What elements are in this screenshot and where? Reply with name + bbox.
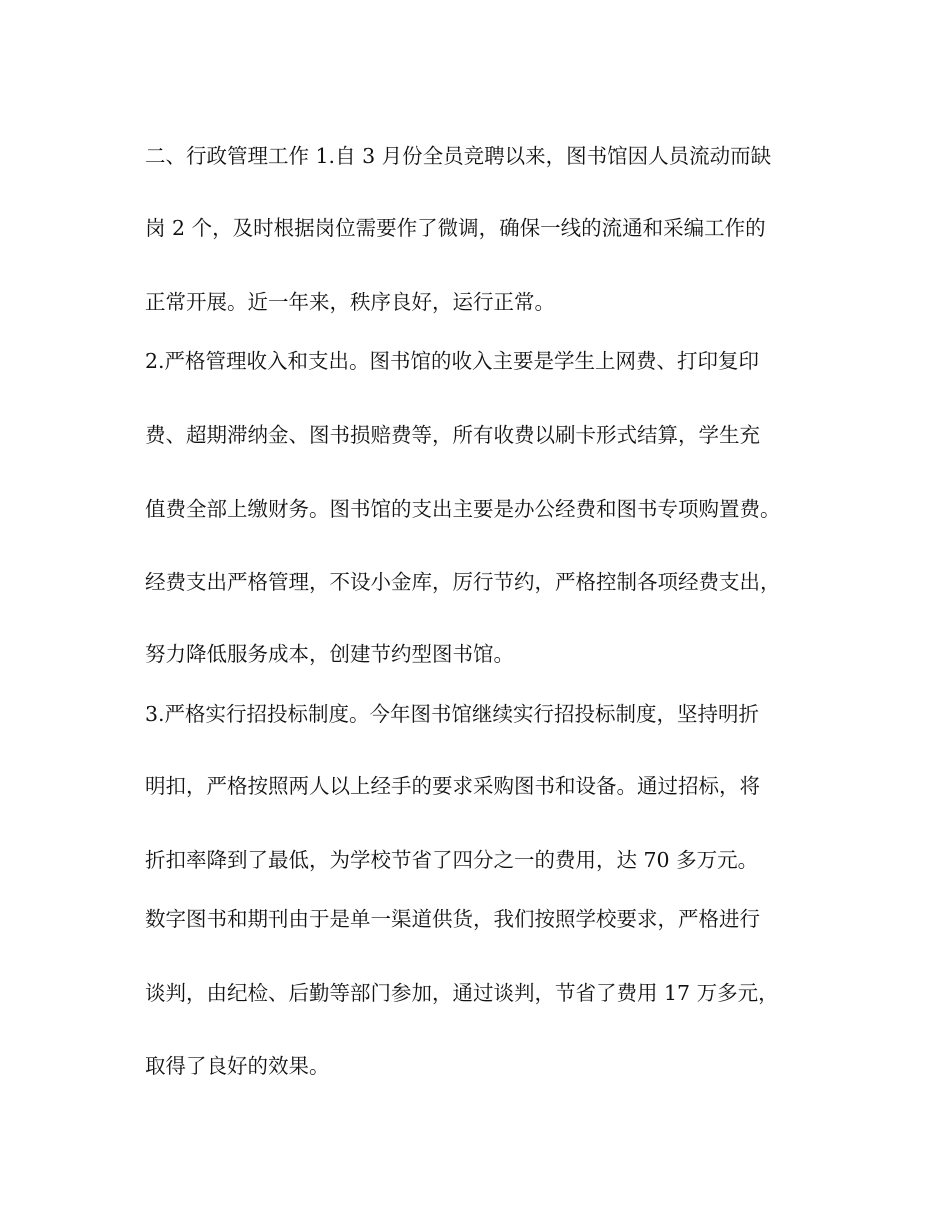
text-line: 值费全部上缴财务。图书馆的支出主要是办公经费和图书专项购置费。	[145, 497, 781, 521]
text-line: 经费支出严格管理，不设小金库，厉行节约，严格控制各项经费支出，	[145, 570, 781, 594]
text-line: 正常开展。近一年来，秩序良好，运行正常。	[145, 290, 555, 314]
text-line: 取得了良好的效果。	[145, 1054, 330, 1078]
text-line: 2.严格管理收入和支出。图书馆的收入主要是学生上网费、打印复印	[145, 349, 760, 373]
text-line: 岗 2 个，及时根据岗位需要作了微调，确保一线的流通和采编工作的	[145, 216, 766, 240]
text-line: 二、行政管理工作 1.自 3 月份全员竞聘以来，图书馆因人员流动而缺	[145, 144, 772, 168]
text-line: 数字图书和期刊由于是单一渠道供货，我们按照学校要求，严格进行	[145, 907, 760, 931]
text-line: 谈判，由纪检、后勤等部门参加，通过谈判，节省了费用 17 万多元，	[145, 981, 779, 1005]
text-line: 3.严格实行招投标制度。今年图书馆继续实行招投标制度，坚持明折	[145, 702, 760, 726]
text-line: 折扣率降到了最低，为学校节省了四分之一的费用，达 70 多万元。	[145, 848, 759, 872]
text-line: 努力降低服务成本，创建节约型图书馆。	[145, 642, 514, 666]
text-line: 明扣，严格按照两人以上经手的要求采购图书和设备。通过招标，将	[145, 774, 760, 798]
text-line: 费、超期滞纳金、图书损赔费等，所有收费以刷卡形式结算，学生充	[145, 423, 760, 447]
